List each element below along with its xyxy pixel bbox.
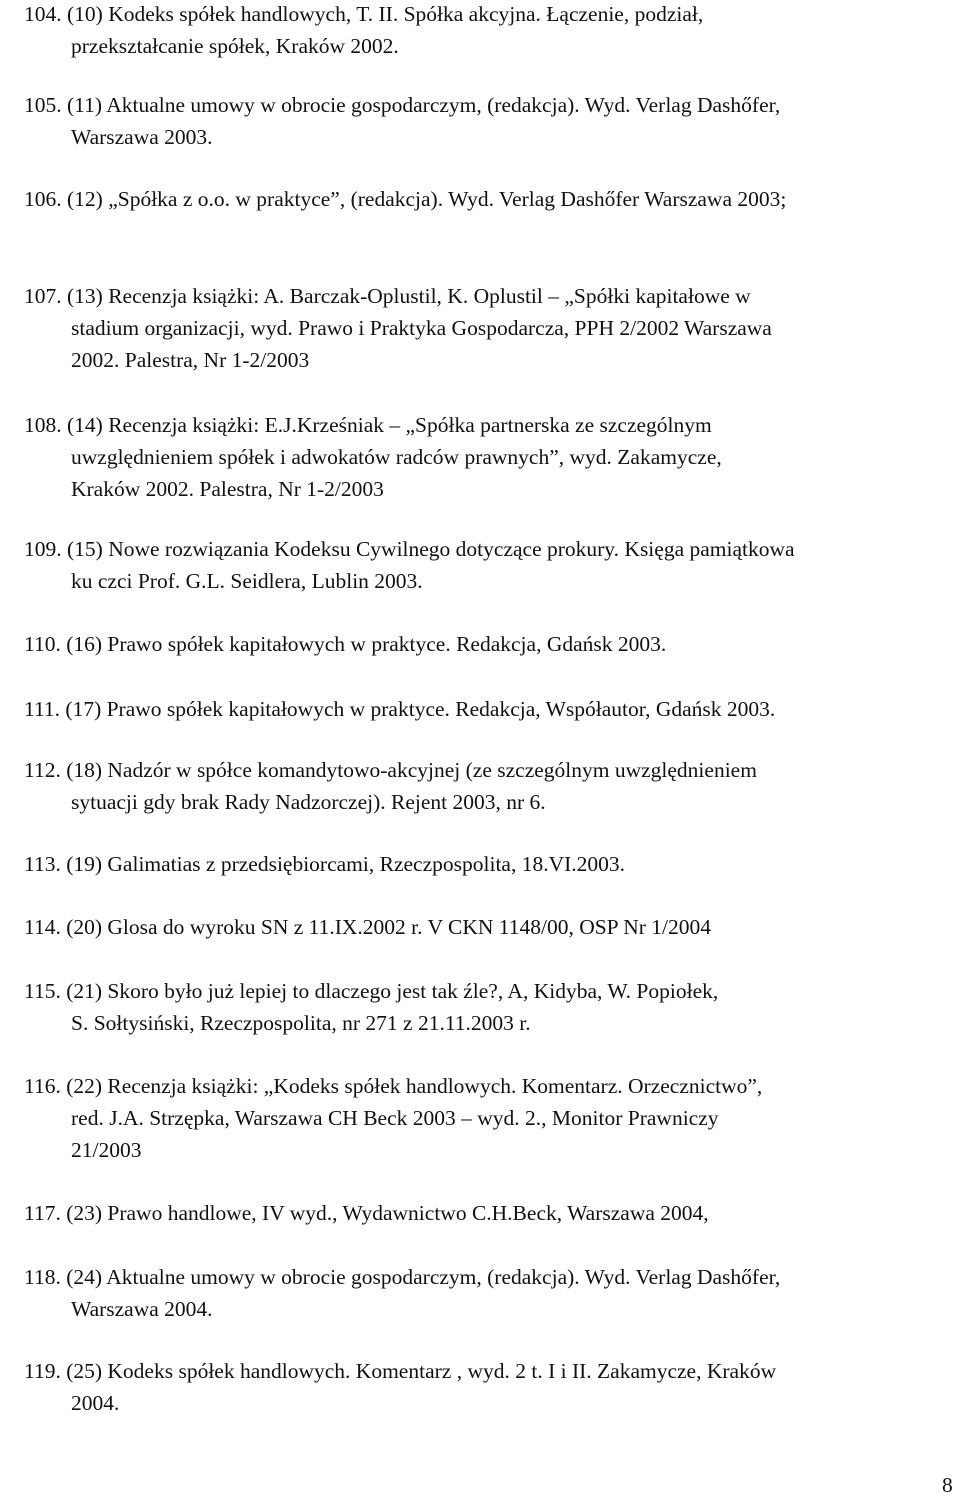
entry-line: 117. (23) Prawo handlowe, IV wyd., Wydawnictwo C.H.Beck, Warszawa 2004,: [24, 1201, 709, 1225]
entry-line: 105. (11) Aktualne umowy w obrocie gospodarczym, (redakcja). Wyd. Verlag Dashőfer,: [24, 93, 781, 117]
entry-line: uwzględnieniem spółek i adwokatów radców prawnych”, wyd. Zakamycze,: [71, 445, 722, 469]
entry-line: 108. (14) Recenzja książki: E.J.Krześniak – „Spółka partnerska ze szczególnym: [24, 413, 712, 437]
entry-line: 109. (15) Nowe rozwiązania Kodeksu Cywilnego dotyczące prokury. Księga pamiątkowa: [24, 537, 795, 561]
entry-line: Warszawa 2004.: [71, 1297, 213, 1321]
entry-line: 107. (13) Recenzja książki: A. Barczak-Oplustil, K. Oplustil – „Spółki kapitałowe w: [24, 284, 751, 308]
entry-line: 115. (21) Skoro było już lepiej to dlaczego jest tak źle?, A, Kidyba, W. Popiołek,: [24, 979, 719, 1003]
entry-line: Warszawa 2003.: [71, 125, 213, 149]
entry-line: 21/2003: [71, 1138, 142, 1162]
entry-line: 112. (18) Nadzór w spółce komandytowo-akcyjnej (ze szczególnym uwzględnieniem: [24, 758, 757, 782]
entry-line: red. J.A. Strzępka, Warszawa CH Beck 2003 – wyd. 2., Monitor Prawniczy: [71, 1106, 719, 1130]
entry-line: 111. (17) Prawo spółek kapitałowych w praktyce. Redakcja, Współautor, Gdańsk 2003.: [24, 697, 776, 721]
page-number: 8: [942, 1473, 953, 1497]
entry-line: 118. (24) Aktualne umowy w obrocie gospodarczym, (redakcja). Wyd. Verlag Dashőfer,: [24, 1265, 781, 1289]
entry-line: 113. (19) Galimatias z przedsiębiorcami, Rzeczpospolita, 18.VI.2003.: [24, 852, 626, 876]
entry-line: 116. (22) Recenzja książki: „Kodeks spółek handlowych. Komentarz. Orzecznictwo”,: [24, 1074, 763, 1098]
entry-line: 104. (10) Kodeks spółek handlowych, T. II. Spółka akcyjna. Łączenie, podział,: [24, 2, 704, 26]
entry-line: 119. (25) Kodeks spółek handlowych. Komentarz , wyd. 2 t. I i II. Zakamycze, Kraków: [24, 1359, 777, 1383]
entry-line: 2004.: [71, 1391, 120, 1415]
entry-line: przekształcanie spółek, Kraków 2002.: [71, 34, 399, 58]
entry-line: 2002. Palestra, Nr 1-2/2003: [71, 348, 310, 372]
entry-line: sytuacji gdy brak Rady Nadzorczej). Rejent 2003, nr 6.: [71, 790, 546, 814]
entry-line: S. Sołtysiński, Rzeczpospolita, nr 271 z 21.11.2003 r.: [71, 1011, 531, 1035]
entry-line: 110. (16) Prawo spółek kapitałowych w praktyce. Redakcja, Gdańsk 2003.: [24, 632, 667, 656]
entry-line: 114. (20) Glosa do wyroku SN z 11.IX.2002 r. V CKN 1148/00, OSP Nr 1/2004: [24, 915, 712, 939]
entry-line: ku czci Prof. G.L. Seidlera, Lublin 2003.: [71, 569, 423, 593]
entry-line: Kraków 2002. Palestra, Nr 1-2/2003: [71, 477, 384, 501]
entry-line: stadium organizacji, wyd. Prawo i Praktyka Gospodarcza, PPH 2/2002 Warszawa: [71, 316, 772, 340]
entry-line: 106. (12) „Spółka z o.o. w praktyce”, (redakcja). Wyd. Verlag Dashőfer Warszawa 2003;: [24, 187, 787, 211]
